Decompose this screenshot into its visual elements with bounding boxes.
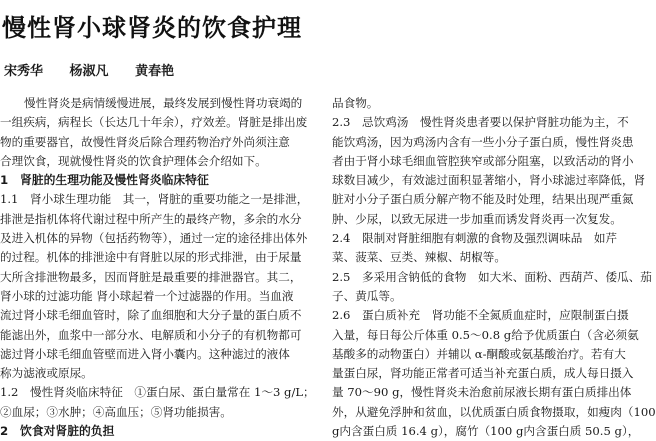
text-line: 及进入机体的异物（包括药物等），通过一定的途径排出体外: [0, 231, 308, 246]
right-text-column: [332, 94, 656, 441]
text-line: 2.3 忌饮鸡汤 慢性肾炎患者要以保护肾脏功能为主，不: [332, 115, 629, 130]
text-line: 合理饮食，现就慢性肾炎的饮食护理体会介绍如下。: [0, 153, 267, 168]
text-line: ②血尿；③水肿；④高血压；⑤肾功能损害。: [0, 404, 232, 419]
text-line: 脏对小分子蛋白质分解产物不能及时处理，结果出现严重氮: [332, 192, 634, 207]
text-line: 1.1 肾小球生理功能 其一，肾脏的重要功能之一是排泄，: [0, 192, 309, 207]
section-heading: 2 饮食对肾脏的负担: [0, 424, 115, 439]
text-line: 品食物。: [332, 96, 379, 110]
text-line: 肿、少尿，以致无尿进一步加重而诱发肾炎再一次复发。: [332, 211, 622, 226]
text-line: 流过肾小球毛细血管时，除了血细胞和大分子量的蛋白质不: [0, 308, 302, 323]
text-line: 慢性肾炎是病情缓慢进展，最终发展到慢性肾功衰竭的: [24, 96, 303, 110]
text-line: 的过程。机体的排泄途中有肾脏以尿的形式排泄，由于尿量: [0, 250, 302, 265]
text-line: 滤过肾小球毛细血管壁而进入肾小囊内。这种滤过的液体: [0, 346, 290, 361]
text-line: 称为滤液或原尿。: [0, 366, 93, 381]
text-line: g内含蛋白质 16.4 g），腐竹（100 g内含蛋白质 50.5 g），: [332, 424, 640, 439]
author-list: [4, 60, 196, 79]
text-line: 能滤出外，血浆中一部分水、电解质和小分子的有机物都可: [0, 327, 302, 342]
author-name: 黄春艳: [135, 64, 175, 79]
text-line: 2.4 限制对肾脏细胞有刺激的食物及强烈调味品 如芹: [332, 231, 618, 246]
author-name: 宋秀华: [4, 64, 44, 79]
text-line: 2.6 蛋白质补充 肾功能不全氮质血症时，应限制蛋白摄: [332, 308, 629, 323]
text-line: 2.5 多采用含钠低的食物 如大米、面粉、西葫芦、倭瓜、茄: [332, 269, 652, 284]
text-line: 1.2 慢性肾炎临床特征 ①蛋白尿、蛋白量常在 1～3 g/L；: [0, 385, 315, 400]
text-line: 入量，每日每公斤体重 0.5～0.8 g给予优质蛋白（含必须氨: [332, 327, 639, 342]
left-text-column: [0, 94, 315, 441]
text-line: 子、黄瓜等。: [332, 288, 402, 303]
text-line: 排泄是指机体将代谢过程中所产生的最终产物，多余的水分: [0, 211, 302, 226]
section-heading: 1 肾脏的生理功能及慢性肾炎临床特征: [0, 173, 209, 188]
text-line: 量 70～90 g，慢性肾炎未治愈前尿液长期有蛋白质排出体: [332, 385, 632, 400]
text-line: 球数目减少，有效滤过面积显著缩小，肾小球滤过率降低，肾: [332, 173, 646, 188]
text-line: 一组疾病，病程长（长达几十年余），疗效差。肾脏是排出废: [0, 115, 308, 130]
text-line: 菜、菠菜、豆类、辣椒、胡椒等。: [332, 250, 506, 265]
text-line: 能饮鸡汤，因为鸡汤内含有一些小分子蛋白质，慢性肾炎患: [332, 134, 634, 149]
article-title: 慢性肾小球肾炎的饮食护理: [2, 14, 302, 42]
text-line: 外，从避免浮肿和贫血，以优质蛋白质食物摄取，如瘦肉（100: [332, 404, 656, 419]
author-name: 杨淑凡: [69, 64, 109, 79]
text-line: 物的重要器官，故慢性肾炎后除合理药物治疗外尚须注意: [0, 134, 290, 149]
text-line: 基酸多的动物蛋白）并辅以 α-酮酸或氨基酸治疗。若有大: [332, 346, 626, 361]
text-line: 量蛋白尿，肾功能正常者可适当补充蛋白质，成人每日摄入: [332, 366, 634, 381]
text-line: 大所含排泄物最多，因而肾脏是最重要的排泄器官。其二，: [0, 269, 302, 284]
text-line: 者由于肾小球毛细血管腔狭窄或部分阻塞，以致活动的肾小: [332, 153, 634, 168]
text-line: 肾小球的过滤功能 肾小球起着一个过滤器的作用。当血液: [0, 288, 294, 303]
